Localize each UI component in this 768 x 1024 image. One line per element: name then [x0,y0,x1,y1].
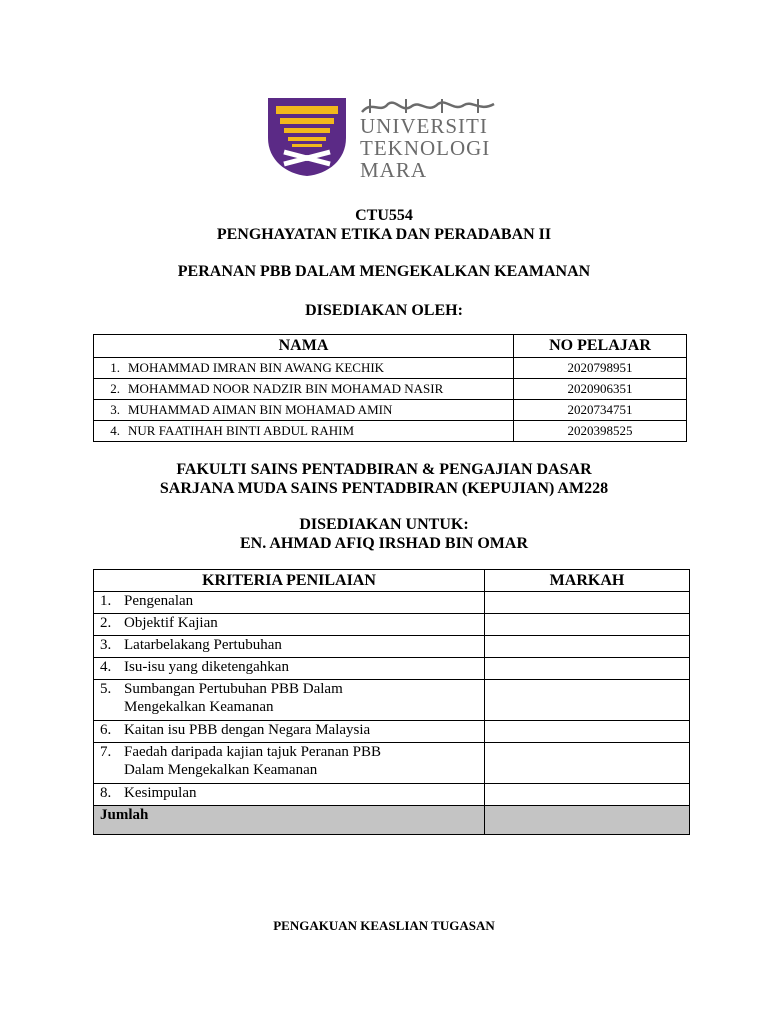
criteria-text: Pengenalan [124,593,194,609]
criteria-number: 4. [100,659,112,675]
marks-header: MARKAH [485,570,690,592]
assignment-topic: PERANAN PBB DALAM MENGEKALKAN KEAMANAN [177,263,591,280]
student-id: 2020798951 [514,358,687,379]
table-row [94,400,687,421]
criteria-text: Faedah daripada kajian tajuk Peranan PBB [124,744,382,760]
student-name: MUHAMMAD AIMAN BIN MOHAMAD AMIN [124,400,514,421]
criteria-number: 7. [100,744,112,760]
table-row [94,743,690,784]
criteria-number: 8. [100,785,112,801]
logo-line-2: TEKNOLOGI [360,136,491,160]
mark-cell [485,658,690,680]
criteria-number: 2. [100,615,112,631]
criteria-text-cont: Dalam Mengekalkan Keamanan [124,762,318,778]
student-name: MOHAMMAD IMRAN BIN AWANG KECHIK [124,358,514,379]
total-mark-cell [485,806,690,835]
student-name: MOHAMMAD NOOR NADZIR BIN MOHAMAD NASIR [124,379,514,400]
table-row [94,636,690,658]
table-row [94,421,687,442]
mark-cell [485,614,690,636]
declaration-title: PENGAKUAN KEASLIAN TUGASAN [273,918,495,933]
table-row [94,379,687,400]
criteria-text-cont: Mengekalkan Keamanan [124,699,274,715]
students-header-id: NO PELAJAR [514,335,687,358]
table-row [94,592,690,614]
uitm-shield-icon [266,96,348,178]
course-code: CTU554 [355,207,413,224]
criteria-text: Isu-isu yang diketengahkan [124,659,289,675]
row-number: 4. [94,421,125,442]
prepared-for-label: DISEDIAKAN UNTUK: [299,516,469,533]
table-row [94,358,687,379]
total-row [94,806,690,835]
students-header-name: NAMA [94,335,514,358]
row-number: 1. [94,358,125,379]
student-id: 2020398525 [514,421,687,442]
mark-cell [485,784,690,806]
faculty-name: FAKULTI SAINS PENTADBIRAN & PENGAJIAN DASAR [176,461,592,478]
lecturer-name: EN. AHMAD AFIQ IRSHAD BIN OMAR [239,535,528,552]
criteria-number: 6. [100,722,112,738]
table-row [94,614,690,636]
logo-line-1: UNIVERSITI [360,114,488,138]
criteria-text: Kesimpulan [124,785,197,801]
row-number: 2. [94,379,125,400]
criteria-header: KRITERIA PENILAIAN [94,570,485,592]
uitm-logo [266,96,506,180]
student-name: NUR FAATIHAH BINTI ABDUL RAHIM [124,421,514,442]
logo-line-3: MARA [360,158,428,182]
mark-cell [485,721,690,743]
criteria-number: 3. [100,637,112,653]
programme-name: SARJANA MUDA SAINS PENTADBIRAN (KEPUJIAN) AM228 [159,480,609,497]
criteria-table [93,569,690,835]
criteria-text: Kaitan isu PBB dengan Negara Malaysia [124,722,371,738]
course-name: PENGHAYATAN ETIKA DAN PERADABAN II [216,226,552,243]
total-label: Jumlah [94,806,485,835]
students-table [93,334,687,442]
table-row [94,784,690,806]
mark-cell [485,592,690,614]
mark-cell [485,636,690,658]
table-row [94,721,690,743]
criteria-number: 5. [100,681,112,697]
table-row [94,680,690,721]
criteria-text: Objektif Kajian [124,615,218,631]
student-id: 2020734751 [514,400,687,421]
prepared-by-label: DISEDIAKAN OLEH: [305,302,463,319]
table-row [94,658,690,680]
criteria-number: 1. [100,593,112,609]
mark-cell [485,743,690,784]
criteria-text: Sumbangan Pertubuhan PBB Dalam [124,681,343,697]
row-number: 3. [94,400,125,421]
criteria-text: Latarbelakang Pertubuhan [124,637,282,653]
student-id: 2020906351 [514,379,687,400]
mark-cell [485,680,690,721]
